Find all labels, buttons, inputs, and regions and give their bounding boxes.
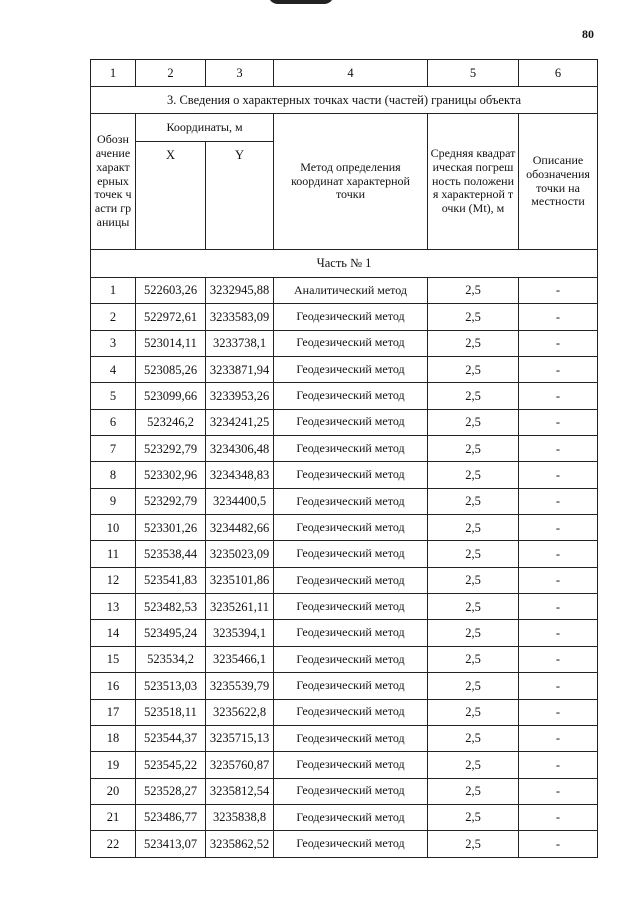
- description-cell: -: [519, 436, 598, 462]
- accuracy-cell: 2,5: [428, 278, 519, 304]
- description-cell: -: [519, 778, 598, 804]
- x-coordinate-cell: 523513,03: [136, 673, 206, 699]
- table-row: [91, 278, 598, 304]
- column-number-row: [91, 60, 598, 87]
- y-coordinate-cell: 3233738,1: [206, 330, 274, 356]
- point-number-cell: 15: [91, 646, 136, 672]
- method-cell: Геодезический метод: [274, 304, 428, 330]
- y-coordinate-cell: 3235812,54: [206, 778, 274, 804]
- x-coordinate-cell: 523541,83: [136, 567, 206, 593]
- point-number-cell: 13: [91, 594, 136, 620]
- header-description-text: Описание обозначения точки на местности: [526, 152, 590, 209]
- accuracy-cell: 2,5: [428, 831, 519, 857]
- description-cell: -: [519, 330, 598, 356]
- x-coordinate-cell: 523301,26: [136, 515, 206, 541]
- accuracy-cell: 2,5: [428, 646, 519, 672]
- y-coordinate-cell: 3235394,1: [206, 620, 274, 646]
- accuracy-cell: 2,5: [428, 752, 519, 778]
- y-coordinate-cell: 3233871,94: [206, 357, 274, 383]
- point-number-cell: 4: [91, 357, 136, 383]
- point-number-cell: 18: [91, 725, 136, 751]
- method-cell: Геодезический метод: [274, 725, 428, 751]
- y-coordinate-cell: 3235715,13: [206, 725, 274, 751]
- method-cell: Геодезический метод: [274, 778, 428, 804]
- x-coordinate-cell: 523099,66: [136, 383, 206, 409]
- description-cell: -: [519, 567, 598, 593]
- x-coordinate-cell: 523534,2: [136, 646, 206, 672]
- table-row: [91, 699, 598, 725]
- table-row: [91, 567, 598, 593]
- accuracy-cell: 2,5: [428, 462, 519, 488]
- description-cell: -: [519, 462, 598, 488]
- header-method-text: Метод определения координат характерной точки: [291, 159, 410, 202]
- table-row: [91, 646, 598, 672]
- header-y: Y: [206, 142, 274, 250]
- table-row: [91, 488, 598, 514]
- point-number-cell: 1: [91, 278, 136, 304]
- description-cell: -: [519, 488, 598, 514]
- method-cell: Аналитический метод: [274, 278, 428, 304]
- table-row: [91, 409, 598, 435]
- point-number-cell: 2: [91, 304, 136, 330]
- column-number: 6: [519, 60, 598, 87]
- header-x: X: [136, 142, 206, 250]
- y-coordinate-cell: 3235261,11: [206, 594, 274, 620]
- description-cell: -: [519, 699, 598, 725]
- header-coordinates: Координаты, м: [136, 114, 274, 142]
- point-number-cell: 20: [91, 778, 136, 804]
- method-cell: Геодезический метод: [274, 409, 428, 435]
- method-cell: Геодезический метод: [274, 541, 428, 567]
- point-number-cell: 6: [91, 409, 136, 435]
- point-number-cell: 19: [91, 752, 136, 778]
- x-coordinate-cell: 523482,53: [136, 594, 206, 620]
- y-coordinate-cell: 3233583,09: [206, 304, 274, 330]
- x-coordinate-cell: 523292,79: [136, 488, 206, 514]
- y-coordinate-cell: 3235622,8: [206, 699, 274, 725]
- description-cell: -: [519, 541, 598, 567]
- accuracy-cell: 2,5: [428, 436, 519, 462]
- x-coordinate-cell: 523544,37: [136, 725, 206, 751]
- description-cell: -: [519, 304, 598, 330]
- method-cell: Геодезический метод: [274, 436, 428, 462]
- point-number-cell: 3: [91, 330, 136, 356]
- method-cell: Геодезический метод: [274, 515, 428, 541]
- description-cell: -: [519, 383, 598, 409]
- header-accuracy: [428, 114, 519, 250]
- point-number-cell: 9: [91, 488, 136, 514]
- accuracy-cell: 2,5: [428, 357, 519, 383]
- y-coordinate-cell: 3234348,83: [206, 462, 274, 488]
- y-coordinate-cell: 3235023,09: [206, 541, 274, 567]
- table-row: [91, 436, 598, 462]
- table-row: [91, 383, 598, 409]
- accuracy-cell: 2,5: [428, 515, 519, 541]
- table-row: [91, 541, 598, 567]
- accuracy-cell: 2,5: [428, 304, 519, 330]
- description-cell: -: [519, 357, 598, 383]
- x-coordinate-cell: 523246,2: [136, 409, 206, 435]
- x-coordinate-cell: 523486,77: [136, 804, 206, 830]
- column-number: 1: [91, 60, 136, 87]
- method-cell: Геодезический метод: [274, 330, 428, 356]
- x-coordinate-cell: 523538,44: [136, 541, 206, 567]
- x-coordinate-cell: 523413,07: [136, 831, 206, 857]
- description-cell: -: [519, 515, 598, 541]
- method-cell: Геодезический метод: [274, 804, 428, 830]
- x-coordinate-cell: 523528,27: [136, 778, 206, 804]
- method-cell: Геодезический метод: [274, 357, 428, 383]
- table-row: [91, 831, 598, 857]
- accuracy-cell: 2,5: [428, 409, 519, 435]
- table-row: [91, 673, 598, 699]
- header-designation: [91, 114, 136, 250]
- accuracy-cell: 2,5: [428, 594, 519, 620]
- method-cell: Геодезический метод: [274, 646, 428, 672]
- description-cell: -: [519, 646, 598, 672]
- method-cell: Геодезический метод: [274, 699, 428, 725]
- y-coordinate-cell: 3235838,8: [206, 804, 274, 830]
- accuracy-cell: 2,5: [428, 673, 519, 699]
- point-number-cell: 14: [91, 620, 136, 646]
- description-cell: -: [519, 725, 598, 751]
- point-number-cell: 16: [91, 673, 136, 699]
- y-coordinate-cell: 3233953,26: [206, 383, 274, 409]
- x-coordinate-cell: 523495,24: [136, 620, 206, 646]
- accuracy-cell: 2,5: [428, 383, 519, 409]
- y-coordinate-cell: 3234241,25: [206, 409, 274, 435]
- method-cell: Геодезический метод: [274, 620, 428, 646]
- point-number-cell: 22: [91, 831, 136, 857]
- boundary-points-table: [90, 59, 598, 858]
- description-cell: -: [519, 278, 598, 304]
- description-cell: -: [519, 620, 598, 646]
- method-cell: Геодезический метод: [274, 752, 428, 778]
- column-number: 2: [136, 60, 206, 87]
- method-cell: Геодезический метод: [274, 594, 428, 620]
- method-cell: Геодезический метод: [274, 831, 428, 857]
- description-cell: -: [519, 804, 598, 830]
- method-cell: Геодезический метод: [274, 673, 428, 699]
- point-number-cell: 17: [91, 699, 136, 725]
- x-coordinate-cell: 523014,11: [136, 330, 206, 356]
- description-cell: -: [519, 409, 598, 435]
- x-coordinate-cell: 523085,26: [136, 357, 206, 383]
- accuracy-cell: 2,5: [428, 567, 519, 593]
- accuracy-cell: 2,5: [428, 330, 519, 356]
- header-accuracy-text: Средняя квадратическая погрешность положения характерной точки (Mt), м: [430, 146, 516, 216]
- point-number-cell: 12: [91, 567, 136, 593]
- section-title: 3. Сведения о характерных точках части (частей) границы объекта: [91, 87, 598, 114]
- point-number-cell: 5: [91, 383, 136, 409]
- description-cell: -: [519, 673, 598, 699]
- table-row: [91, 594, 598, 620]
- part-row: [91, 250, 598, 278]
- column-number: 4: [274, 60, 428, 87]
- point-number-cell: 10: [91, 515, 136, 541]
- accuracy-cell: 2,5: [428, 725, 519, 751]
- accuracy-cell: 2,5: [428, 778, 519, 804]
- page-top-mark: [268, 0, 334, 4]
- table-row: [91, 462, 598, 488]
- header-method: [274, 114, 428, 250]
- table-row: [91, 620, 598, 646]
- header-row: [91, 114, 598, 142]
- table-row: [91, 752, 598, 778]
- description-cell: -: [519, 594, 598, 620]
- table-row: [91, 778, 598, 804]
- description-cell: -: [519, 831, 598, 857]
- y-coordinate-cell: 3235862,52: [206, 831, 274, 857]
- page-number: 80: [582, 27, 594, 41]
- table-row: [91, 515, 598, 541]
- x-coordinate-cell: 523292,79: [136, 436, 206, 462]
- x-coordinate-cell: 522972,61: [136, 304, 206, 330]
- y-coordinate-cell: 3234400,5: [206, 488, 274, 514]
- method-cell: Геодезический метод: [274, 462, 428, 488]
- table-row: [91, 357, 598, 383]
- part-label: Часть № 1: [91, 250, 598, 278]
- column-number: 5: [428, 60, 519, 87]
- x-coordinate-cell: 523302,96: [136, 462, 206, 488]
- y-coordinate-cell: 3234482,66: [206, 515, 274, 541]
- column-number: 3: [206, 60, 274, 87]
- y-coordinate-cell: 3232945,88: [206, 278, 274, 304]
- y-coordinate-cell: 3235539,79: [206, 673, 274, 699]
- description-cell: -: [519, 752, 598, 778]
- accuracy-cell: 2,5: [428, 699, 519, 725]
- point-number-cell: 8: [91, 462, 136, 488]
- y-coordinate-cell: 3234306,48: [206, 436, 274, 462]
- point-number-cell: 21: [91, 804, 136, 830]
- accuracy-cell: 2,5: [428, 541, 519, 567]
- x-coordinate-cell: 523518,11: [136, 699, 206, 725]
- table-row: [91, 304, 598, 330]
- accuracy-cell: 2,5: [428, 488, 519, 514]
- method-cell: Геодезический метод: [274, 567, 428, 593]
- header-description: [519, 114, 598, 250]
- y-coordinate-cell: 3235466,1: [206, 646, 274, 672]
- point-number-cell: 11: [91, 541, 136, 567]
- table-row: [91, 330, 598, 356]
- section-title-row: [91, 87, 598, 114]
- x-coordinate-cell: 523545,22: [136, 752, 206, 778]
- header-designation-text: Обозначение характерных точек части границы: [94, 132, 132, 229]
- point-number-cell: 7: [91, 436, 136, 462]
- table-row: [91, 804, 598, 830]
- accuracy-cell: 2,5: [428, 620, 519, 646]
- table-row: [91, 725, 598, 751]
- method-cell: Геодезический метод: [274, 383, 428, 409]
- y-coordinate-cell: 3235101,86: [206, 567, 274, 593]
- method-cell: Геодезический метод: [274, 488, 428, 514]
- accuracy-cell: 2,5: [428, 804, 519, 830]
- x-coordinate-cell: 522603,26: [136, 278, 206, 304]
- y-coordinate-cell: 3235760,87: [206, 752, 274, 778]
